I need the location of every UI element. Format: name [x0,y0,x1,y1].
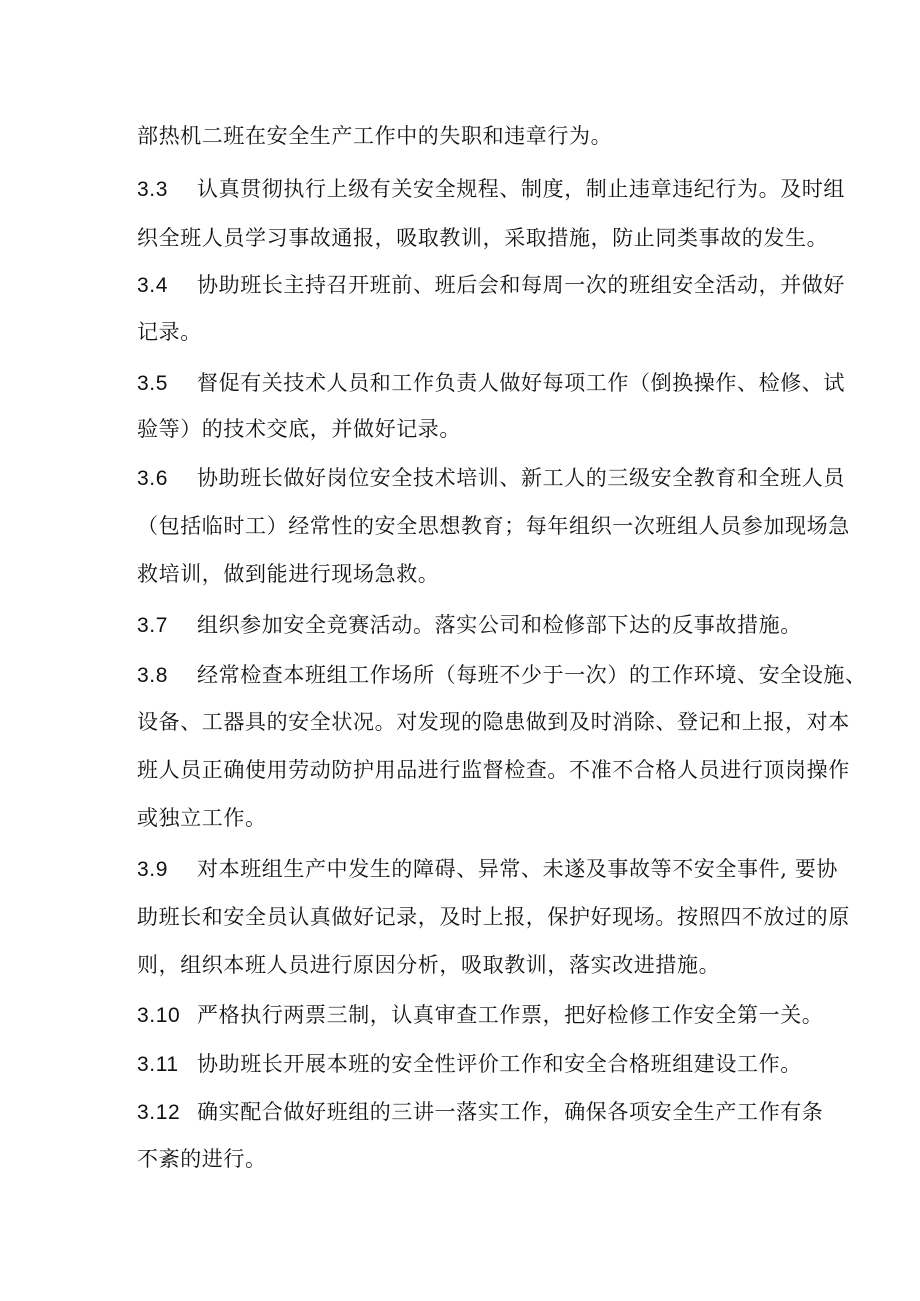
clause-text: 督促有关技术人员和工作负责人做好每项工作（倒换操作、检修、试 [197,371,845,395]
clause-3-9-line-2: 助班长和安全员认真做好记录，及时上报，保护好现场。按照四不放过的原 [137,905,850,929]
clause-text: 协助班长开展本班的安全性评价工作和安全合格班组建设工作。 [197,1052,802,1076]
clause-3-3-line-2: 织全班人员学习事故通报，吸取教训，采取措施，防止同类事故的发生。 [137,226,829,250]
clause-3-7-line-1 [137,610,802,641]
clause-number: 3.7 [137,614,168,637]
clause-number: 3.12 [137,1101,181,1124]
clause-3-8-line-3: 班人员正确使用劳动防护用品进行监督检查。不准不合格人员进行顶岗操作 [137,758,850,782]
continuation-line: 部热机二班在安全生产工作中的失职和违章行为。 [137,124,613,148]
clause-text: 协助班长主持召开班前、班后会和每周一次的班组安全活动，并做好 [197,273,845,297]
clause-3-3-line-1 [137,174,845,205]
clause-3-4-line-2: 记录。 [137,320,202,344]
clause-3-5-line-2: 验等）的技术交底，并做好记录。 [137,417,461,441]
clause-number: 3.5 [137,372,168,395]
clause-3-5-line-1 [137,368,845,399]
clause-text: 确实配合做好班组的三讲一落实工作，确保各项安全生产工作有条 [197,1100,824,1124]
clause-3-10-line-1 [137,1000,824,1031]
clause-number: 3.6 [137,467,168,490]
clause-number: 3.8 [137,664,168,687]
clause-number: 3.11 [137,1053,179,1076]
clause-3-4-line-1 [137,270,845,301]
clause-number: 3.4 [137,274,168,297]
clause-3-6-line-3: 救培训，做到能进行现场急救。 [137,562,440,586]
clause-number: 3.3 [137,178,168,201]
clause-text: 对本班组生产中发生的障碍、异常、未遂及事故等不安全事件, 要协 [197,857,838,881]
clause-text: 协助班长做好岗位安全技术培训、新工人的三级安全教育和全班人员 [197,466,845,490]
clause-3-12-line-1 [137,1097,824,1128]
clause-3-6-line-1 [137,463,845,494]
clause-3-11-line-1 [137,1049,802,1080]
clause-text: 经常检查本班组工作场所（每班不少于一次）的工作环境、安全设施、 [197,663,867,687]
clause-3-6-line-2: （包括临时工）经常性的安全思想教育；每年组织一次班组人员参加现场急 [137,514,850,538]
clause-number: 3.9 [137,858,168,881]
clause-number: 3.10 [137,1004,181,1027]
clause-3-8-line-1 [137,660,867,691]
clause-3-8-line-4: 或独立工作。 [137,806,267,830]
clause-3-8-line-2: 设备、工器具的安全状况。对发现的隐患做到及时消除、登记和上报，对本 [137,710,850,734]
clause-text: 认真贯彻执行上级有关安全规程、制度，制止违章违纪行为。及时组 [197,177,845,201]
clause-text: 严格执行两票三制，认真审查工作票，把好检修工作安全第一关。 [197,1003,824,1027]
clause-3-9-line-1 [137,854,838,885]
clause-3-9-line-3: 则，组织本班人员进行原因分析，吸取教训，落实改进措施。 [137,953,721,977]
clause-text: 组织参加安全竞赛活动。落实公司和检修部下达的反事故措施。 [197,613,802,637]
clause-3-12-line-2: 不紊的进行。 [137,1147,267,1171]
